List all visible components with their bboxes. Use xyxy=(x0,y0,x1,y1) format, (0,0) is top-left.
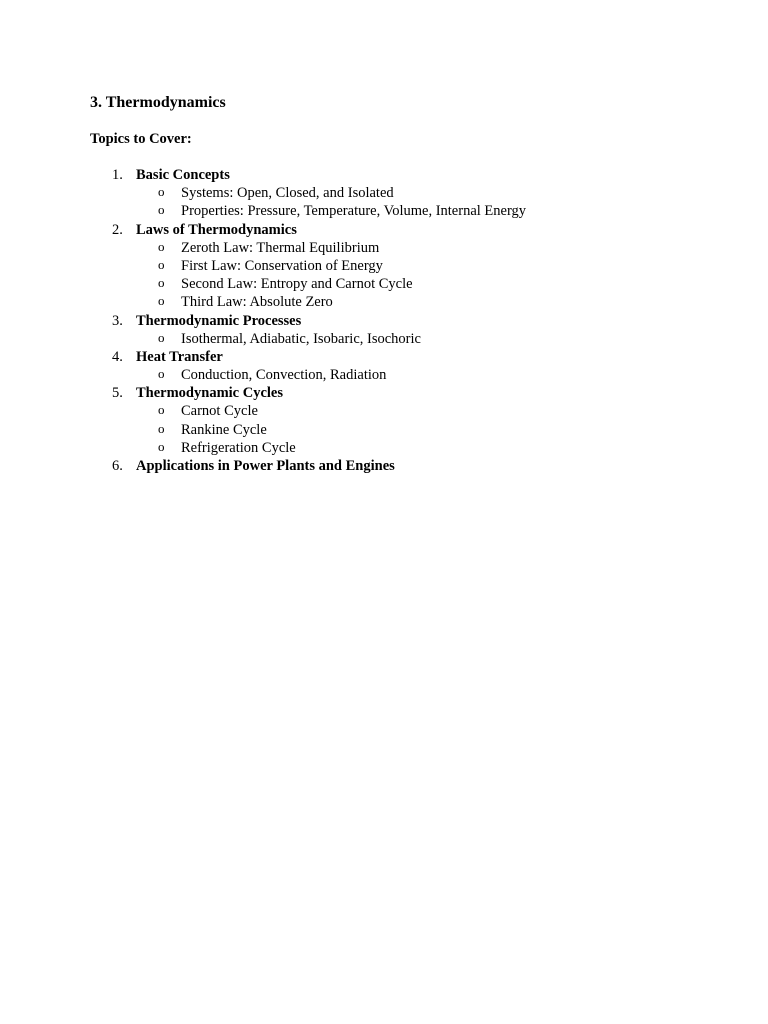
subtopic-list xyxy=(0,330,768,348)
subtopic-text: Second Law: Entropy and Carnot Cycle xyxy=(181,276,413,293)
subtopic-text: Systems: Open, Closed, and Isolated xyxy=(181,185,394,202)
topic-title: Applications in Power Plants and Engines xyxy=(136,458,395,474)
subtopic-text: Rankine Cycle xyxy=(181,421,267,438)
topic-title: Heat Transfer xyxy=(136,348,223,365)
topic-title: Basic Concepts xyxy=(136,167,230,183)
bullet-icon: o xyxy=(158,293,165,309)
topic-title: Thermodynamic Processes xyxy=(136,312,302,329)
subtopic-item xyxy=(0,330,768,348)
subtopic-text: Refrigeration Cycle xyxy=(181,439,296,456)
subtopic-text: First Law: Conservation of Energy xyxy=(181,257,383,274)
subtopic-list xyxy=(0,239,768,312)
subtopic-item xyxy=(0,421,768,439)
topic-number: 4. xyxy=(112,348,123,365)
topic-item xyxy=(0,166,768,221)
subtopic-text: Isothermal, Adiabatic, Isobaric, Isochoric xyxy=(181,330,421,347)
topics-subheading: Topics to Cover: xyxy=(90,131,192,147)
subtopic-text: Carnot Cycle xyxy=(181,403,258,420)
topic-item xyxy=(0,348,768,384)
topic-item xyxy=(0,384,768,457)
topic-number: 2. xyxy=(112,221,123,238)
topic-item xyxy=(0,457,768,475)
bullet-icon: o xyxy=(158,202,165,218)
subtopic-text: Zeroth Law: Thermal Equilibrium xyxy=(181,239,380,256)
subtopic-item xyxy=(0,439,768,457)
bullet-icon: o xyxy=(158,438,165,454)
subtopic-text: Third Law: Absolute Zero xyxy=(181,294,333,311)
topic-number: 1. xyxy=(112,167,123,183)
subtopic-item xyxy=(0,202,768,220)
bullet-icon: o xyxy=(158,184,165,200)
subtopic-list xyxy=(0,402,768,457)
bullet-icon: o xyxy=(158,256,165,272)
subtopic-text: Properties: Pressure, Temperature, Volume, Internal Energy xyxy=(181,203,527,220)
topic-item xyxy=(0,221,768,312)
bullet-icon: o xyxy=(158,238,165,254)
topic-title: Thermodynamic Cycles xyxy=(136,385,283,402)
bullet-icon: o xyxy=(158,329,165,345)
subtopic-item xyxy=(0,275,768,293)
topic-item xyxy=(0,312,768,348)
topic-number: 3. xyxy=(112,312,123,329)
section-heading: 3. Thermodynamics xyxy=(90,94,226,111)
topic-number: 5. xyxy=(112,385,123,402)
topic-title: Laws of Thermodynamics xyxy=(136,221,297,238)
subtopic-text: Conduction, Convection, Radiation xyxy=(181,367,387,384)
bullet-icon: o xyxy=(158,420,165,436)
subtopic-item xyxy=(0,257,768,275)
subtopic-item xyxy=(0,239,768,257)
subtopic-item xyxy=(0,184,768,202)
subtopic-item xyxy=(0,402,768,420)
bullet-icon: o xyxy=(158,402,165,418)
bullet-icon: o xyxy=(158,366,165,382)
subtopic-item xyxy=(0,293,768,311)
topic-list xyxy=(0,166,768,475)
bullet-icon: o xyxy=(158,275,165,291)
subtopic-list xyxy=(0,366,768,384)
subtopic-item xyxy=(0,366,768,384)
topic-number: 6. xyxy=(112,458,123,474)
subtopic-list xyxy=(0,184,768,220)
